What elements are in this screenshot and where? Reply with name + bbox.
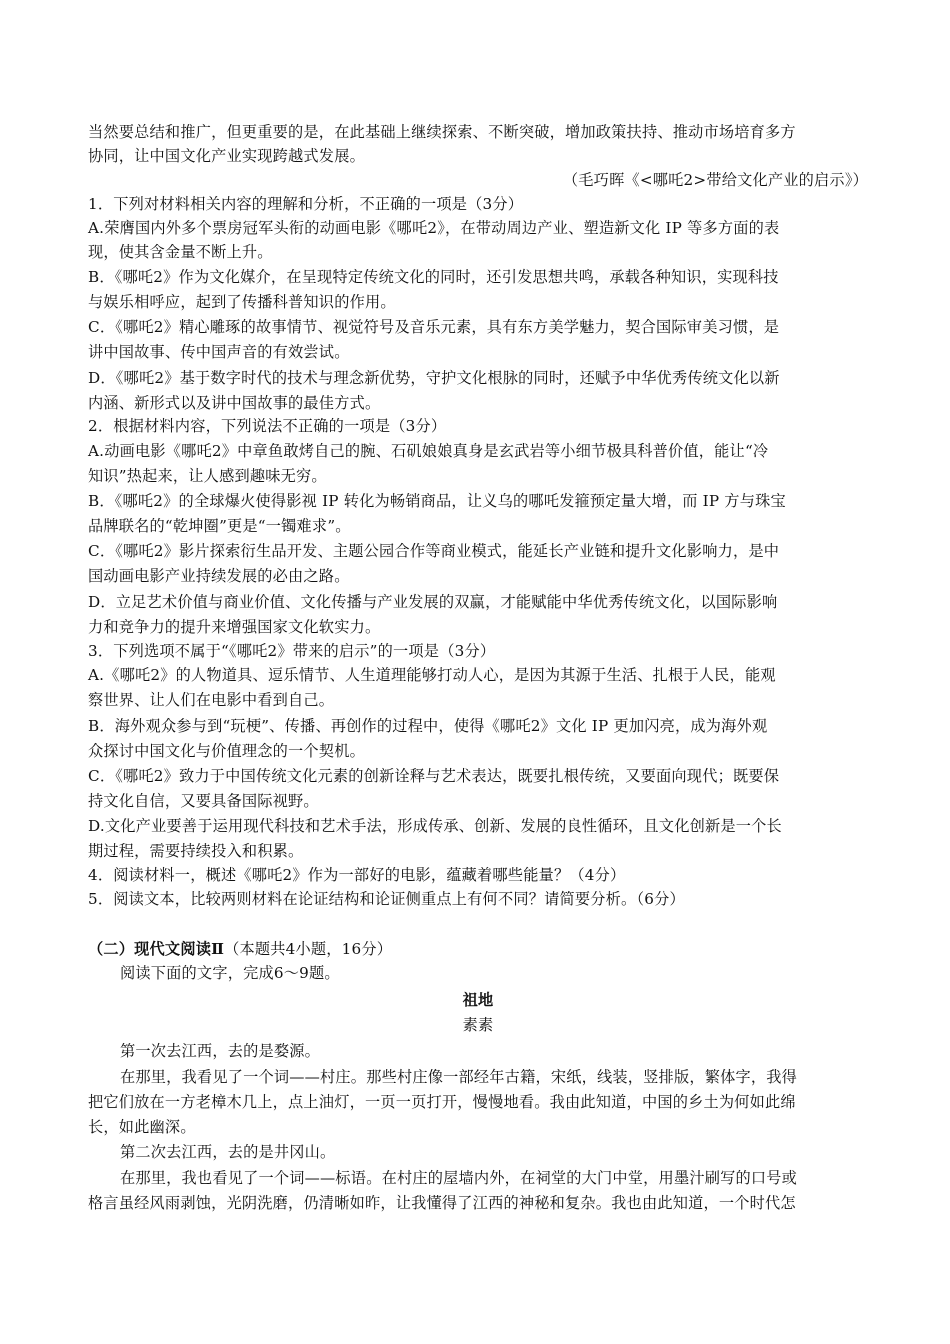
intro-line-1: 当然要总结和推广，但更重要的是，在此基础上继续探索、不断突破，增加政策扶持、推动市场培育多方 (88, 123, 796, 141)
q1-option-b-line-2: 与娱乐相呼应，起到了传播科普知识的作用。 (88, 293, 396, 311)
citation: （毛巧晖《<哪吒2>带给文化产业的启示》） (562, 171, 868, 189)
q2-option-b-line-1: B．《哪吒2》的全球爆火使得影视 IP 转化为畅销商品，让义乌的哪吒发箍预定量大增，而 IP 方与珠宝 (88, 492, 786, 510)
question-3-stem: 3．下列选项不属于“《哪吒2》带来的启示”的一项是（3分） (88, 642, 496, 660)
q2-option-c-line-2: 国动画电影产业持续发展的必由之路。 (88, 567, 350, 585)
article-paragraph-2-line-2: 把它们放在一方老樟木几上，点上油灯，一页一页打开，慢慢地看。我由此知道，中国的乡土为何如此绵 (88, 1093, 796, 1111)
q3-option-a-line-1: A.《哪吒2》的人物道具、逗乐情节、人生道理能够打动人心，是因为其源于生活、扎根于人民，能观 (88, 666, 776, 684)
q1-option-c-line-1: C．《哪吒2》精心雕琢的故事情节、视觉符号及音乐元素，具有东方美学魅力，契合国际审美习惯，是 (88, 318, 780, 336)
q3-option-c-line-1: C．《哪吒2》致力于中国传统文化元素的创新诠释与艺术表达，既要扎根传统，又要面向现代；既要保 (88, 767, 780, 785)
q3-option-b-line-2: 众探讨中国文化与价值理念的一个契机。 (88, 742, 365, 760)
section-2-heading (88, 937, 868, 961)
article-paragraph-4-line-1: 在那里，我也看见了一个词——标语。在村庄的屋墙内外，在祠堂的大门中堂，用墨汁刷写的口号或 (120, 1169, 798, 1187)
question-1-stem: 1．下列对材料相关内容的理解和分析，不正确的一项是（3分） (88, 195, 524, 213)
q1-option-a-line-1: A.荣膺国内外多个票房冠军头衔的动画电影《哪吒2》，在带动周边产业、塑造新文化 IP 等多方面的表 (88, 219, 780, 237)
q1-option-c-line-2: 讲中国故事、传中国声音的有效尝试。 (88, 343, 350, 361)
q1-option-b-line-1: B．《哪吒2》作为文化媒介，在呈现特定传统文化的同时，还引发思想共鸣，承载各种知识，实现科技 (88, 268, 779, 286)
article-title: 祖地 (462, 991, 494, 1009)
article-paragraph-2-line-3: 长，如此幽深。 (88, 1118, 196, 1136)
question-4: 4．阅读材料一，概述《哪吒2》作为一部好的电影，蕴藏着哪些能量？（4分） (88, 866, 626, 884)
question-2-stem: 2．根据材料内容，下列说法不正确的一项是（3分） (88, 417, 447, 435)
section-2-heading-bold: （二）现代文阅读Ⅱ (88, 940, 225, 958)
q2-option-a-line-2: 知识”热起来，让人感到趣味无穷。 (88, 467, 327, 485)
q3-option-c-line-2: 持文化自信，又要具备国际视野。 (88, 792, 319, 810)
article-paragraph-2-line-1: 在那里，我看见了一个词——村庄。那些村庄像一部经年古籍，宋纸，线装，竖排版，繁体字，我得 (120, 1068, 798, 1086)
q1-option-d-line-2: 内涵、新形式以及讲中国故事的最佳方式。 (88, 394, 381, 412)
article-paragraph-3: 第二次去江西，去的是井冈山。 (120, 1143, 336, 1161)
q2-option-d-line-1: D．立足艺术价值与商业价值、文化传播与产业发展的双赢，才能赋能中华优秀传统文化，以国际影响 (88, 593, 778, 611)
question-5: 5．阅读文本，比较两则材料在论证结构和论证侧重点上有何不同？请简要分析。（6分） (88, 890, 685, 908)
q2-option-c-line-1: C．《哪吒2》影片探索衍生品开发、主题公园合作等商业模式，能延长产业链和提升文化影响力，是中 (88, 542, 780, 560)
q2-option-a-line-1: A.动画电影《哪吒2》中章鱼敢烤自己的腕、石矶娘娘真身是玄武岩等小细节极具科普价值，能让“冷 (88, 442, 769, 460)
q2-option-d-line-2: 力和竞争力的提升来增强国家文化软实力。 (88, 618, 381, 636)
section-2-heading-rest: （本题共4小题，16分） (224, 940, 393, 958)
section-2-instruction: 阅读下面的文字，完成6～9题。 (120, 964, 340, 982)
article-paragraph-4-line-2: 格言虽经风雨剥蚀，光阴洗磨，仍清晰如昨，让我懂得了江西的神秘和复杂。我也由此知道，一个时代怎 (88, 1194, 796, 1212)
q3-option-d-line-1: D.文化产业要善于运用现代科技和艺术手法，形成传承、创新、发展的良性循环，且文化创新是一个长 (88, 817, 782, 835)
article-author: 素素 (462, 1016, 494, 1034)
q3-option-d-line-2: 期过程，需要持续投入和积累。 (88, 842, 304, 860)
q1-option-a-line-2: 现，使其含金量不断上升。 (88, 243, 273, 261)
q3-option-a-line-2: 察世界、让人们在电影中看到自己。 (88, 691, 335, 709)
q1-option-d-line-1: D．《哪吒2》基于数字时代的技术与理念新优势，守护文化根脉的同时，还赋予中华优秀传统文化以新 (88, 369, 780, 387)
q3-option-b-line-1: B．海外观众参与到“玩梗”、传播、再创作的过程中，使得《哪吒2》文化 IP 更加闪亮，成为海外观 (88, 717, 768, 735)
q2-option-b-line-2: 品牌联名的“乾坤圈”更是“一镯难求”。 (88, 517, 351, 535)
intro-line-2: 协同，让中国文化产业实现跨越式发展。 (88, 147, 365, 165)
article-paragraph-1: 第一次去江西，去的是婺源。 (120, 1042, 321, 1060)
